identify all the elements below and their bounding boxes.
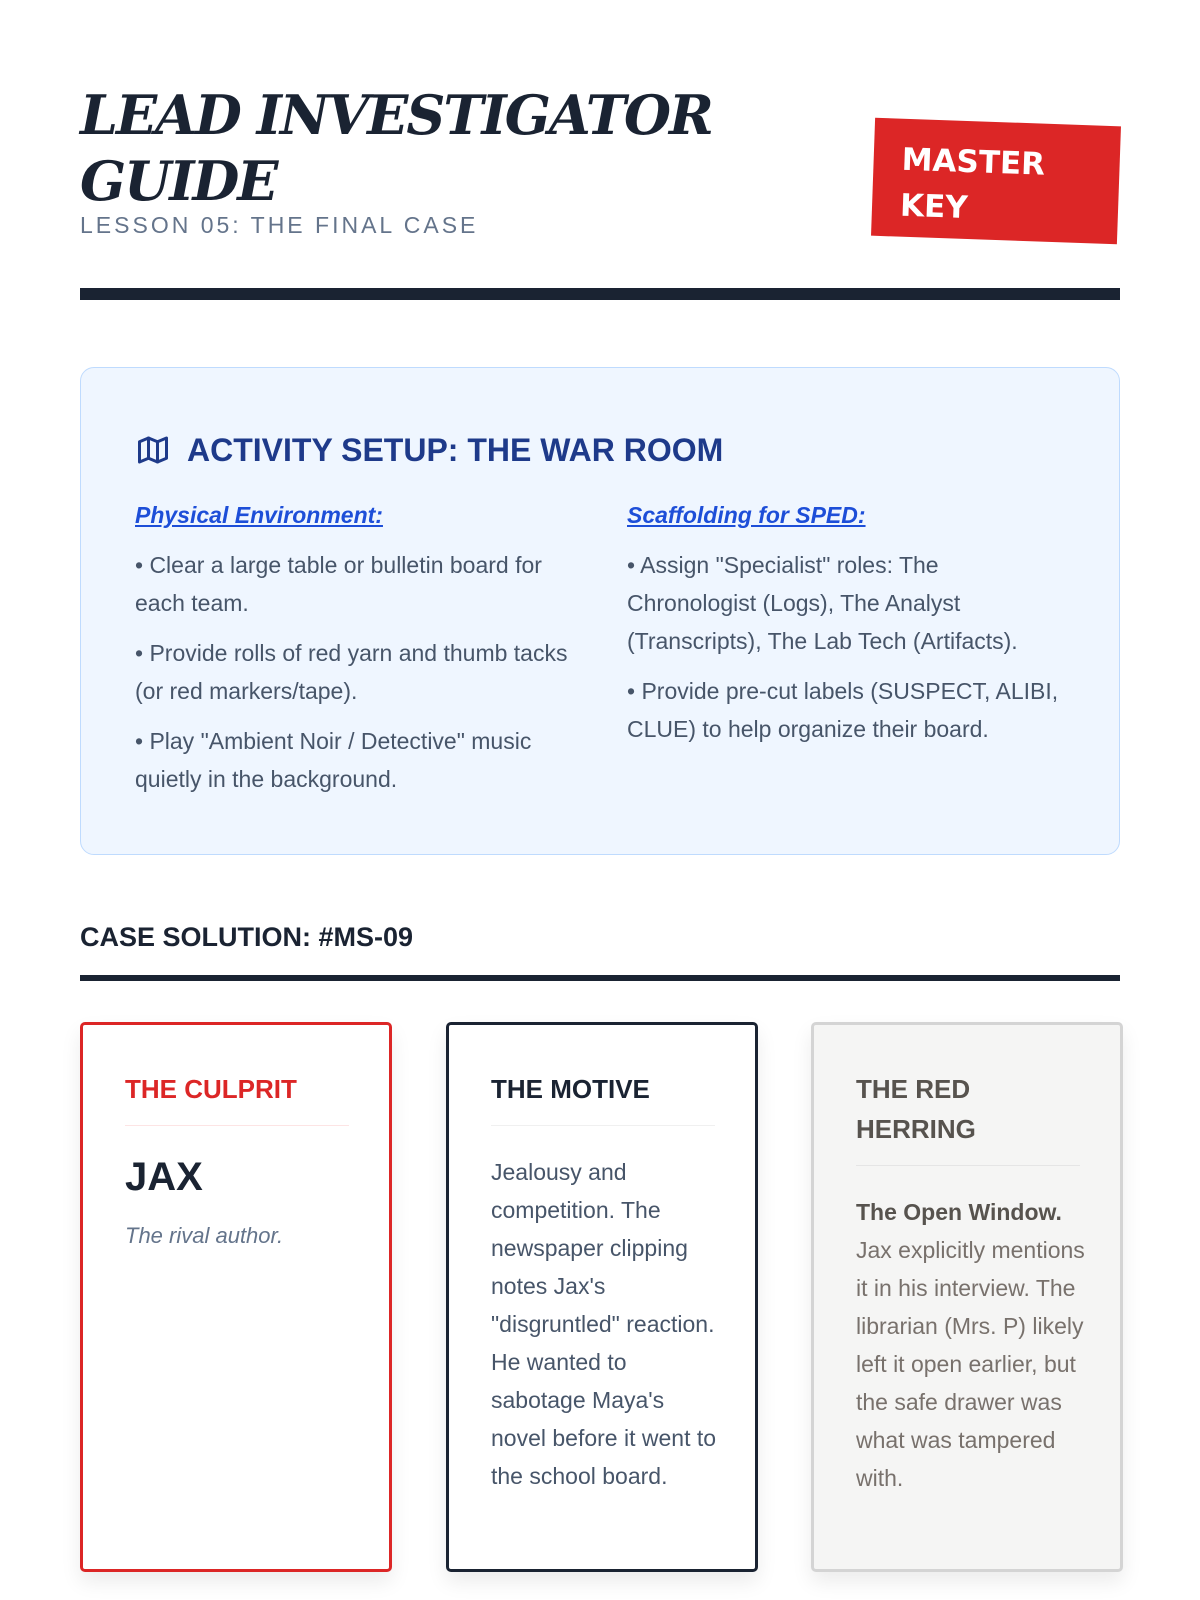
- page-subtitle: LESSON 05: THE FINAL CASE: [80, 212, 479, 238]
- motive-heading: THE MOTIVE: [491, 1069, 715, 1126]
- sped-scaffolding-column: [627, 498, 1067, 760]
- sped-scaffolding-heading: Scaffolding for SPED:: [627, 502, 866, 528]
- setup-title: ACTIVITY SETUP: THE WAR ROOM: [187, 431, 724, 468]
- list-item: • Clear a large table or bulletin board for each team.: [135, 552, 542, 616]
- list-item: • Assign "Specialist" roles: The Chronologist (Logs), The Analyst (Transcripts), The Lab Tech (Artifacts).: [627, 552, 1018, 654]
- master-key-stamp: MASTER KEY: [871, 118, 1121, 245]
- list-item: • Provide rolls of red yarn and thumb tacks (or red markers/tape).: [135, 640, 568, 704]
- activity-setup-panel: [80, 367, 1120, 855]
- red-herring-card: [811, 1022, 1123, 1572]
- red-herring-heading: THE RED HERRING: [856, 1069, 1080, 1166]
- motive-text: Jealousy and competition. The newspaper clipping notes Jax's "disgruntled" reaction. He wanted to sabotage Maya's novel before it went to the school board.: [491, 1159, 717, 1489]
- map-icon: [135, 432, 171, 468]
- page-title: LEAD INVESTIGATOR GUIDE: [80, 83, 712, 213]
- motive-card: [446, 1022, 758, 1572]
- red-herring-lead: The Open Window.: [856, 1199, 1062, 1225]
- physical-environment-heading: Physical Environment:: [135, 502, 383, 528]
- case-solution-title: CASE SOLUTION: #MS-09: [80, 922, 414, 952]
- header-divider: [80, 288, 1120, 300]
- physical-environment-column: [135, 498, 575, 810]
- header: [80, 82, 1120, 302]
- culprit-name: JAX: [125, 1155, 203, 1199]
- list-item: • Provide pre-cut labels (SUSPECT, ALIBI, CLUE) to help organize their board.: [627, 678, 1059, 742]
- culprit-card: [80, 1022, 392, 1572]
- culprit-heading: THE CULPRIT: [125, 1069, 349, 1126]
- culprit-description: The rival author.: [125, 1223, 284, 1248]
- setup-heading: [135, 428, 723, 472]
- red-herring-text: [856, 1193, 1086, 1497]
- case-divider: [80, 975, 1120, 981]
- red-herring-body: Jax explicitly mentions it in his interview. The librarian (Mrs. P) likely left it open earlier, but the safe drawer was what was tampered with.: [856, 1237, 1085, 1491]
- list-item: • Play "Ambient Noir / Detective" music quietly in the background.: [135, 728, 532, 792]
